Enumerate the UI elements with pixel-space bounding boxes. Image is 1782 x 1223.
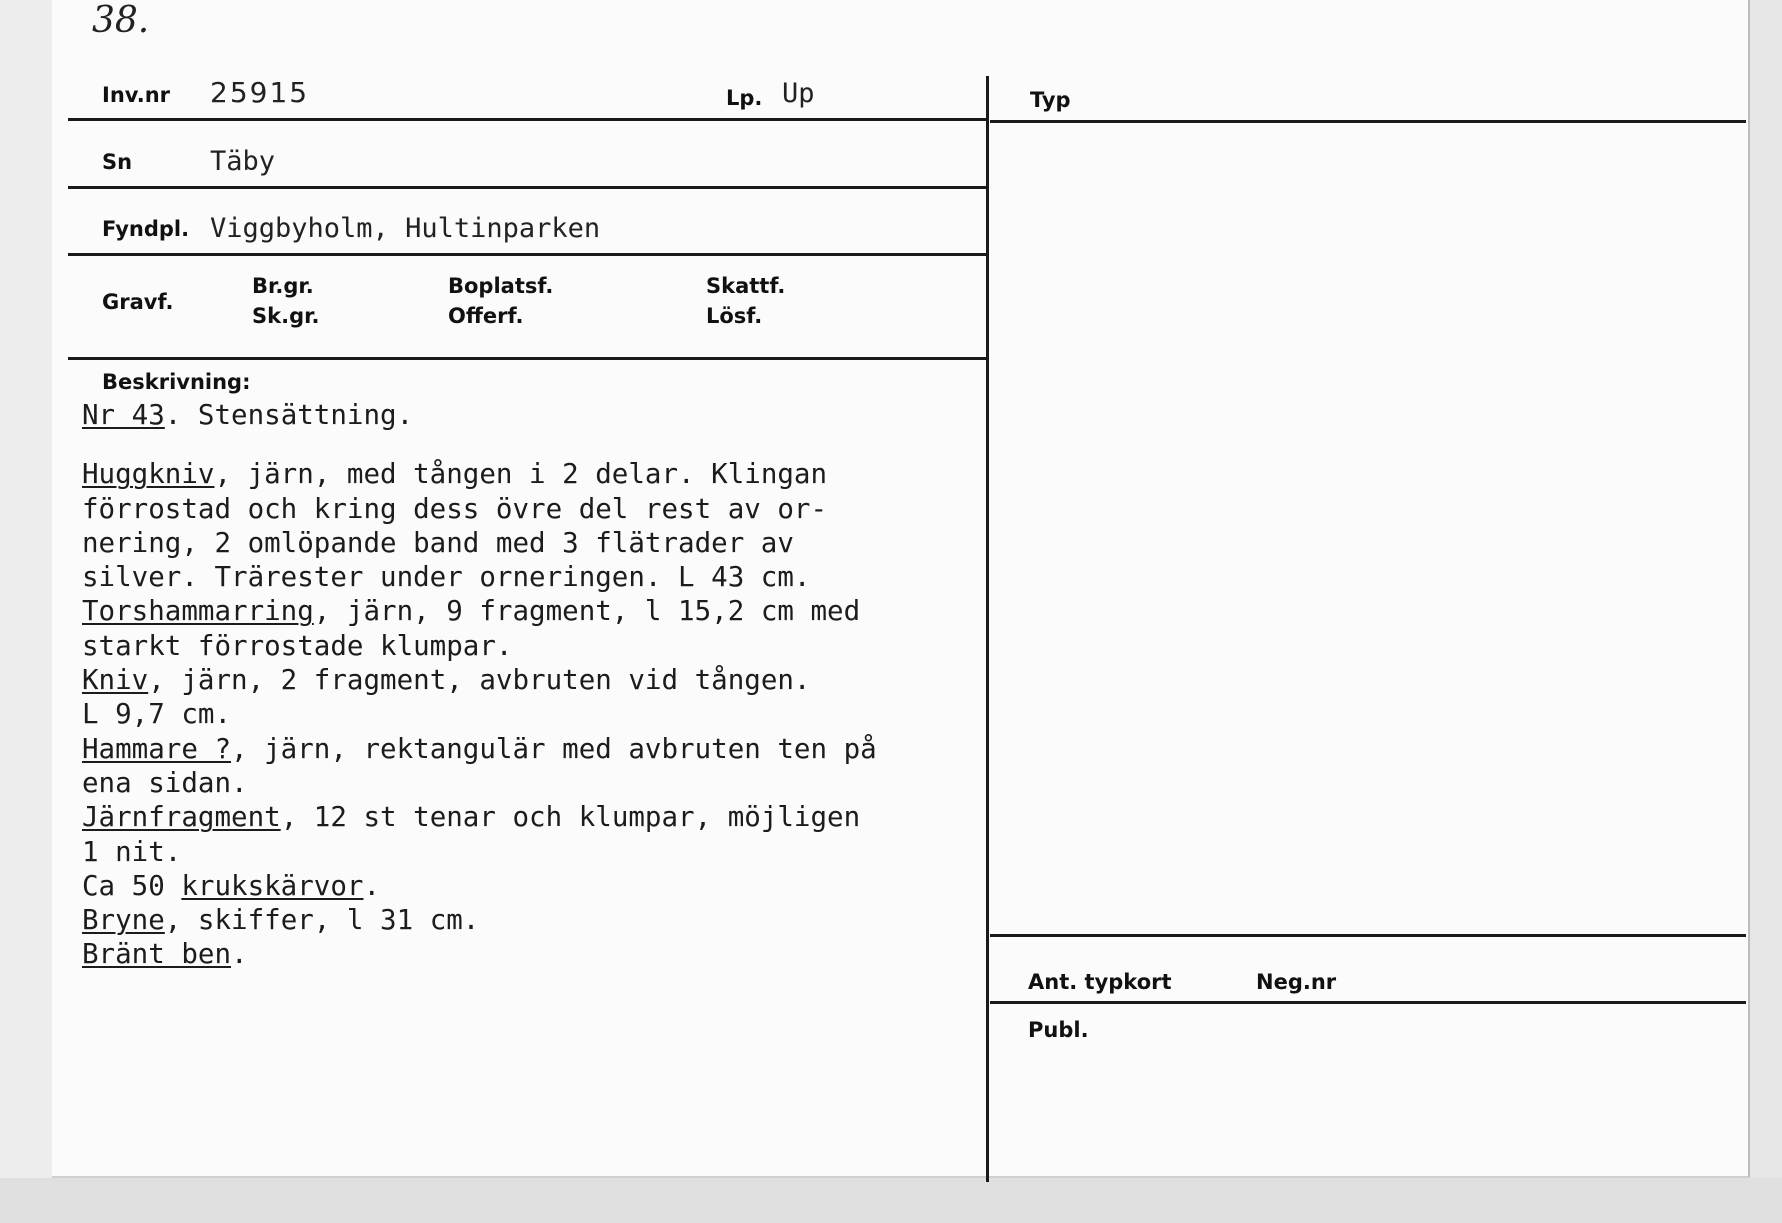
br-gr-label: Br.gr.: [252, 274, 314, 298]
scan-bottom-strip: [0, 1178, 1782, 1223]
description-segment: förrostad och kring dess övre del rest av or-: [82, 492, 828, 525]
sk-gr-label: Sk.gr.: [252, 304, 320, 328]
description-line: [82, 697, 992, 731]
gravf-label: Gravf.: [102, 290, 174, 314]
description-segment: Ca 50: [82, 869, 182, 902]
description-segment: L 9,7 cm.: [82, 698, 232, 731]
rule-typ-bottom: [990, 934, 1746, 937]
underlined-term: Kniv: [82, 664, 149, 697]
rule-typ: [990, 120, 1746, 123]
description-line: [82, 937, 992, 971]
rule-inv: [68, 118, 986, 121]
description-segment: silver. Trärester under orneringen. L 43 cm.: [82, 561, 811, 594]
description-segment: 1 nit.: [82, 835, 182, 868]
scan-edge: [0, 0, 52, 1223]
description-segment: , skiffer, l 31 cm.: [164, 904, 480, 937]
fyndpl-value: Viggbyholm, Hultinparken: [210, 213, 601, 244]
beskrivning-label: Beskrivning:: [102, 370, 251, 394]
inv-nr-value: 25915: [210, 76, 310, 109]
description-segment: .: [363, 869, 381, 902]
underlined-term: Bränt ben: [82, 938, 232, 971]
typ-label: Typ: [1030, 88, 1071, 112]
ant-typkort-label: Ant. typkort: [1028, 970, 1172, 994]
description-segment: starkt förrostade klumpar.: [82, 629, 513, 662]
boplatsf-label: Boplatsf.: [448, 274, 554, 298]
description-segment: . Stensättning.: [164, 399, 414, 431]
fyndpl-label: Fyndpl.: [102, 217, 190, 241]
offerf-label: Offerf.: [448, 304, 524, 328]
rule-ant-typkort: [990, 1001, 1746, 1004]
underlined-term: Hammare ?: [82, 732, 232, 765]
description-segment: , järn, rektangulär med avbruten ten på: [231, 732, 877, 765]
description-segment: ena sidan.: [82, 766, 248, 799]
underlined-term: Torshammarring: [82, 595, 314, 628]
description-line: [82, 835, 992, 869]
underlined-term: Järnfragment: [82, 801, 281, 834]
rule-gravf: [68, 357, 986, 360]
publ-label: Publ.: [1028, 1018, 1089, 1042]
description-line: [82, 869, 992, 903]
description-line: [82, 492, 992, 526]
underlined-term: Bryne: [82, 904, 165, 937]
description-segment: , järn, 2 fragment, avbruten vid tången.: [148, 664, 811, 697]
skattf-label: Skattf.: [706, 274, 786, 298]
description-line: [82, 732, 992, 766]
description-line: [82, 766, 992, 800]
description-segment: , järn, med tången i 2 delar. Klingan: [214, 458, 828, 491]
description-segment: .: [231, 938, 248, 971]
description-line: [82, 560, 992, 594]
sn-label: Sn: [102, 150, 133, 174]
description-segment: nering, 2 omlöpande band med 3 flätrader av: [82, 526, 794, 559]
description-line: [82, 663, 992, 697]
rule-sn: [68, 186, 986, 189]
rule-fyndpl: [68, 253, 986, 256]
losf-label: Lösf.: [706, 304, 763, 328]
description-line: [82, 526, 992, 560]
underlined-term: krukskärvor: [181, 869, 364, 902]
description-line: [82, 629, 992, 663]
underlined-term: Nr 43: [82, 399, 165, 431]
underlined-term: Huggkniv: [82, 458, 215, 491]
description-segment: , järn, 9 fragment, l 15,2 cm med: [313, 595, 861, 628]
neg-nr-label: Neg.nr: [1256, 970, 1337, 994]
description-text: [82, 398, 992, 972]
description-line: [82, 594, 992, 628]
description-line: [82, 398, 992, 432]
column-divider: [986, 76, 989, 1182]
description-line: [82, 457, 992, 491]
lp-value: Up: [782, 78, 815, 109]
description-line: [82, 800, 992, 834]
description-line: [82, 903, 992, 937]
lp-label: Lp.: [726, 86, 763, 110]
card-number: 38.: [92, 0, 150, 41]
sn-value: Täby: [210, 146, 276, 177]
description-segment: , 12 st tenar och klumpar, möjligen: [280, 801, 861, 834]
inv-nr-label: Inv.nr: [102, 83, 171, 107]
